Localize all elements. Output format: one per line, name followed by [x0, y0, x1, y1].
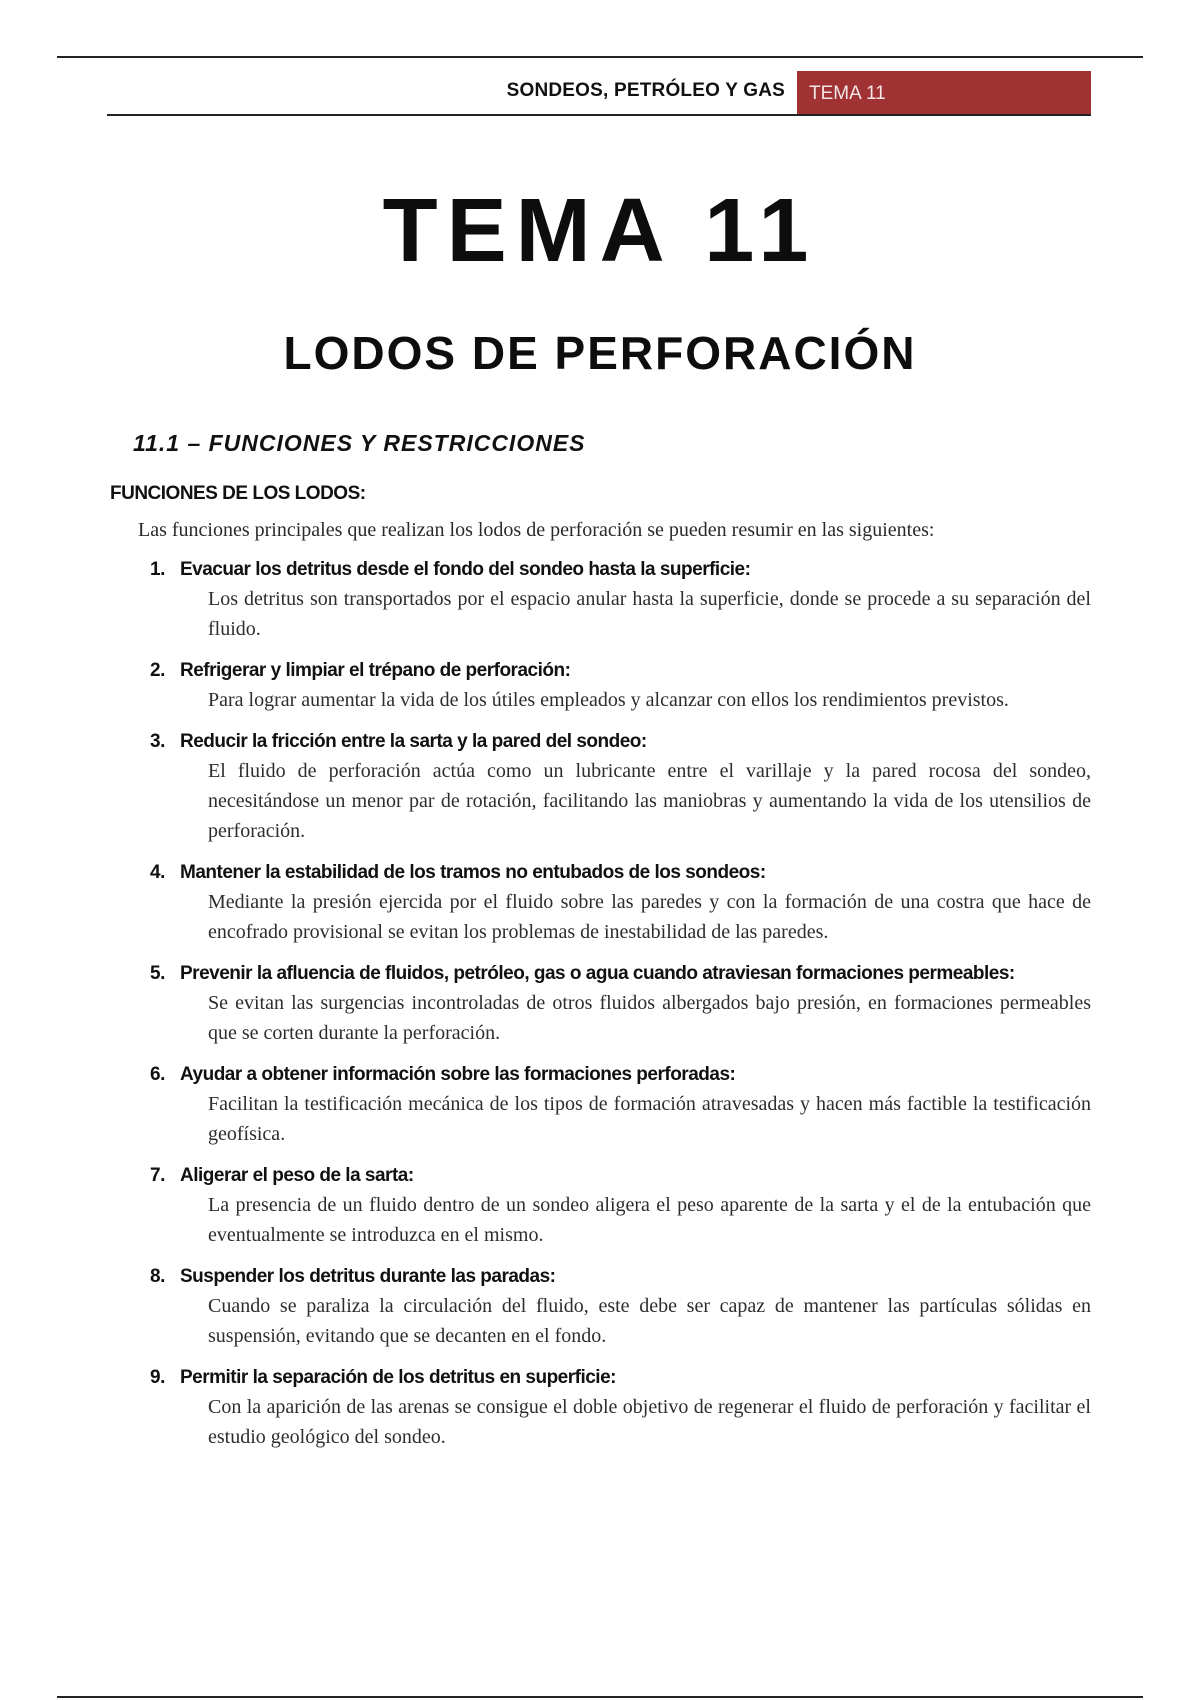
list-item: [150, 1262, 1091, 1351]
list-item: [150, 1060, 1091, 1149]
item-title: Aligerar el peso de la sarta:: [180, 1165, 414, 1186]
item-body: Los detritus son transportados por el espacio anular hasta la superficie, donde se procede a su separación del fluido.: [208, 588, 1091, 640]
section-heading: 11.1 – FUNCIONES Y RESTRICCIONES: [133, 430, 586, 456]
item-title: Permitir la separación de los detritus en superficie:: [180, 1367, 616, 1388]
item-body: Cuando se paraliza la circulación del fluido, este debe ser capaz de mantener las partículas sólidas en suspensión, evitando que se decanten en el fondo.: [208, 1295, 1091, 1347]
item-body: Con la aparición de las arenas se consigue el doble objetivo de regenerar el fluido de perforación y facilitar el estudio geológico del sondeo.: [208, 1396, 1091, 1448]
item-title: Evacuar los detritus desde el fondo del sondeo hasta la superficie:: [180, 559, 751, 580]
item-number: 1.: [150, 559, 165, 580]
running-header-title: SONDEOS, PETRÓLEO Y GAS: [506, 80, 785, 101]
list-item: [150, 656, 1091, 715]
subsection-heading: FUNCIONES DE LOS LODOS:: [110, 483, 366, 504]
item-body: Se evitan las surgencias incontroladas de otros fluidos albergados bajo presión, en formaciones permeables que se corten durante la perforación.: [208, 992, 1091, 1044]
list-item: [150, 1161, 1091, 1250]
item-body: El fluido de perforación actúa como un lubricante entre el varillaje y la pared rocosa del sondeo, necesitándose un menor par de rotación, facilitando las maniobras y aumentando la vida de los utensilios de perforación.: [208, 760, 1091, 842]
item-title: Prevenir la afluencia de fluidos, petróleo, gas o agua cuando atraviesan formaciones permeables:: [180, 963, 1015, 984]
item-body: Para lograr aumentar la vida de los útiles empleados y alcanzar con ellos los rendimientos previstos.: [208, 689, 1009, 711]
list-item: [150, 959, 1091, 1048]
item-title: Ayudar a obtener información sobre las formaciones perforadas:: [180, 1064, 736, 1085]
list-item: [150, 727, 1091, 846]
item-number: 7.: [150, 1165, 165, 1186]
top-rule: [57, 56, 1143, 58]
item-number: 8.: [150, 1266, 165, 1287]
list-item: [150, 1363, 1091, 1452]
item-number: 3.: [150, 731, 165, 752]
item-body: Facilitan la testificación mecánica de los tipos de formación atravesadas y hacen más factible la testificación geofísica.: [208, 1093, 1091, 1145]
functions-list: [150, 555, 1091, 1464]
item-number: 5.: [150, 963, 165, 984]
item-title: Refrigerar y limpiar el trépano de perforación:: [180, 660, 571, 681]
item-body: Mediante la presión ejercida por el fluido sobre las paredes y con la formación de una costra que hace de encofrado provisional se evitan los problemas de inestabilidad de las paredes.: [208, 891, 1091, 943]
bottom-rule: [57, 1696, 1143, 1698]
chapter-badge: TEMA 11: [797, 71, 1091, 116]
list-item: [150, 858, 1091, 947]
item-number: 6.: [150, 1064, 165, 1085]
chapter-subtitle: LODOS DE PERFORACIÓN: [283, 327, 917, 379]
intro-paragraph: Las funciones principales que realizan los lodos de perforación se pueden resumir en las siguientes:: [138, 519, 935, 541]
list-item: [150, 555, 1091, 644]
header-underline: [107, 114, 1091, 116]
item-number: 2.: [150, 660, 165, 681]
chapter-title: TEMA 11: [382, 181, 818, 281]
item-title: Suspender los detritus durante las paradas:: [180, 1266, 556, 1287]
item-title: Reducir la fricción entre la sarta y la pared del sondeo:: [180, 731, 647, 752]
item-number: 9.: [150, 1367, 165, 1388]
item-body: La presencia de un fluido dentro de un sondeo aligera el peso aparente de la sarta y el de la entubación que eventualmente se introduzca en el mismo.: [208, 1194, 1091, 1246]
item-number: 4.: [150, 862, 165, 883]
item-title: Mantener la estabilidad de los tramos no entubados de los sondeos:: [180, 862, 766, 883]
